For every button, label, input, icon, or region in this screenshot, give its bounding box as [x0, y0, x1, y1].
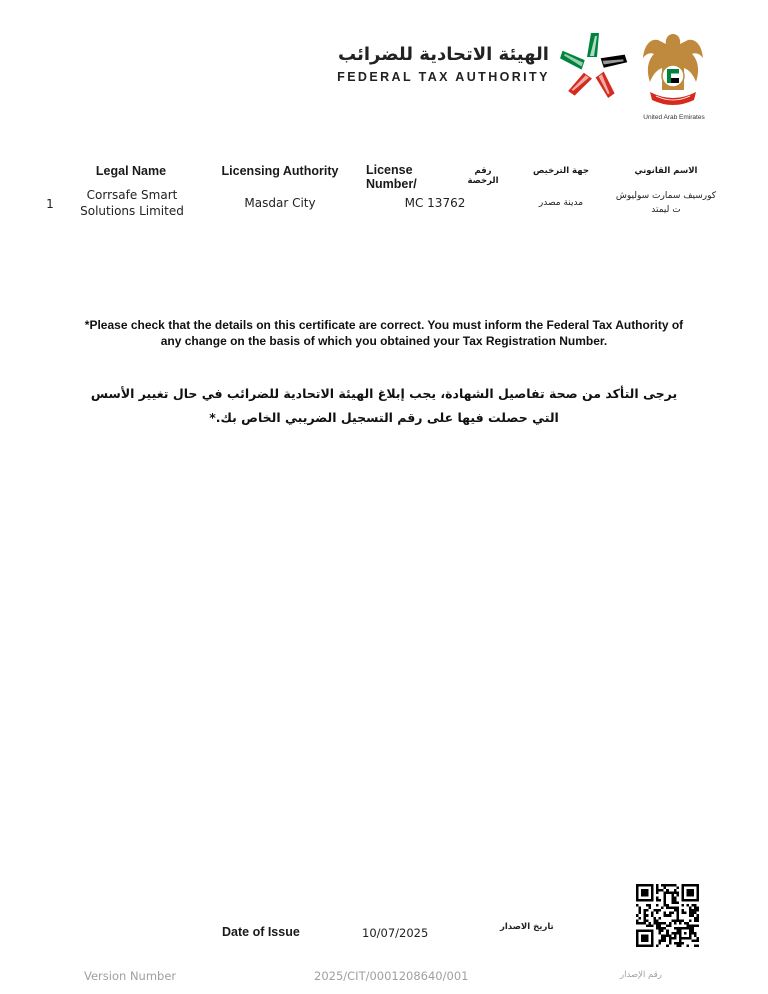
authority-name-en: FEDERAL TAX AUTHORITY	[337, 70, 550, 84]
header-license-number: License Number/	[366, 163, 417, 191]
header-legal-name: Legal Name	[95, 164, 167, 178]
header-license-number-ar: رقم الرخصة	[467, 166, 499, 186]
version-number-label: Version Number	[84, 969, 177, 983]
date-of-issue-label: Date of Issue	[222, 925, 300, 939]
uae-emblem-icon	[640, 30, 706, 112]
row-index: 1	[46, 197, 54, 211]
row-licensing-authority: Masdar City	[244, 196, 316, 210]
version-number-value: 2025/CIT/0001208640/001	[314, 969, 469, 983]
notice-en: *Please check that the details on this certificate are correct. You must inform the Federal Tax Authority of any change on the basis of which you obtained your Tax Registration Number.	[84, 318, 684, 348]
row-legal-name-ar: كورسيف سمارت سوليوش ت ليمتد	[615, 191, 717, 215]
row-license-number: MC 13762	[404, 196, 466, 210]
date-of-issue-value: 10/07/2025	[362, 926, 429, 940]
notice-ar: يرجى التأكد من صحة تفاصيل الشهادة، يجب إبلاغ الهيئة الاتحادية للضرائب في حال تغيير الأسس التي حصلت فيها على رقم التسجيل الضريبي الخاص بك.*	[90, 386, 678, 425]
date-of-issue-label-ar: تاريخ الاصدار	[500, 922, 554, 932]
row-licensing-authority-ar: مدينة مصدر	[538, 198, 584, 208]
header-licensing-authority: Licensing Authority	[221, 164, 339, 178]
qr-code-icon	[636, 884, 699, 947]
authority-name-ar: الهيئة الاتحادية للضرائب	[338, 44, 549, 65]
fta-logo-icon	[556, 30, 630, 104]
row-legal-name: Corrsafe Smart Solutions Limited	[80, 188, 184, 218]
version-number-label-ar: رقم الإصدار	[620, 970, 662, 980]
header-legal-name-ar: الاسم القانوني	[634, 166, 698, 176]
header-licensing-authority-ar: جهة الترخيص	[533, 166, 589, 176]
emblem-caption: United Arab Emirates	[643, 114, 705, 121]
